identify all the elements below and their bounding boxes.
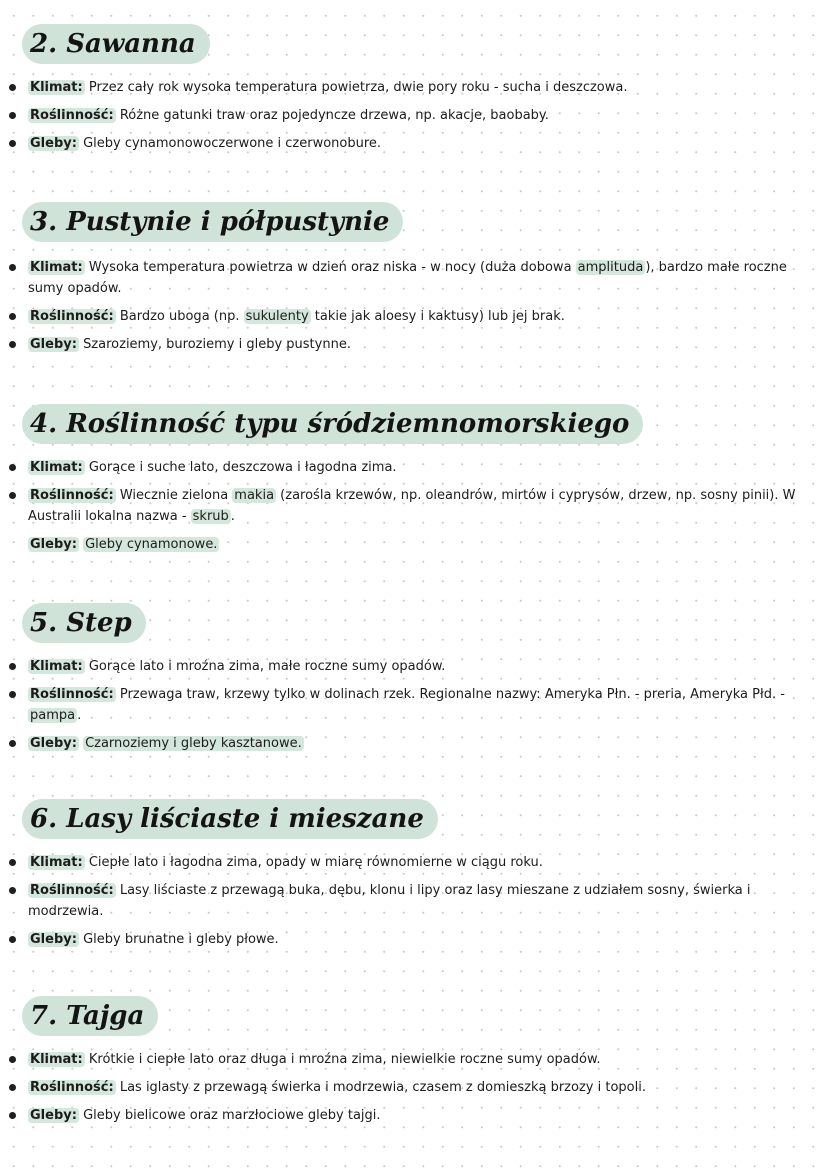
bullet-list (0, 257, 828, 362)
item-text: Gleby brunatne i gleby płowe. (83, 932, 279, 947)
item-text: . (77, 708, 82, 723)
section-title: 6. Lasy liściaste i mieszane (22, 799, 438, 839)
bullet-icon (9, 740, 16, 747)
bullet-icon (9, 341, 16, 348)
item-text: . (230, 509, 235, 524)
list-item (0, 334, 828, 355)
section-title: 3. Pustynie i półpustynie (22, 202, 403, 242)
bullet-icon (9, 936, 16, 943)
item-text: takie jak aloesy i kaktusy) lub jej brak. (310, 309, 565, 324)
item-text: Krótkie i ciepłe lato oraz długa i mroźna zima, niewielkie roczne sumy opadów. (88, 1052, 601, 1067)
item-text: Gorące i suche lato, deszczowa i łagodna zima. (88, 460, 397, 475)
highlighted-term: makia (234, 488, 275, 503)
section-title: 5. Step (22, 603, 146, 643)
item-text: Przewaga traw, krzewy tylko w dolinach rzek. Regionalne nazwy: Ameryka Płn. - preria, Ameryka Płd. - (119, 687, 785, 702)
bullet-icon (9, 140, 16, 147)
highlighted-term: amplituda (577, 260, 644, 275)
item-label: Gleby: (30, 1108, 77, 1123)
item-text: Wiecznie zielona (119, 488, 233, 503)
item-label: Klimat: (30, 260, 83, 275)
item-label: Roślinność: (30, 1080, 114, 1095)
highlighted-term: skrub (192, 509, 229, 524)
list-item (0, 306, 828, 327)
list-item (0, 105, 828, 126)
list-item (0, 133, 828, 154)
list-item (0, 534, 828, 555)
list-item (0, 1077, 828, 1098)
item-label: Roślinność: (30, 108, 114, 123)
list-item (0, 684, 828, 726)
item-text: (zarośla krzewów, np. oleandrów, mirtów i cyprysów, drzew, np. sosny pinii). W Australii lokalna nazwa - (28, 488, 796, 524)
item-label: Gleby: (30, 337, 77, 352)
bullet-icon (9, 492, 16, 499)
list-item (0, 852, 828, 873)
list-item (0, 880, 828, 922)
item-text: Szaroziemy, buroziemy i gleby pustynne. (83, 337, 351, 352)
section-title: 2. Sawanna (22, 24, 210, 64)
item-label: Roślinność: (30, 883, 114, 898)
bullet-icon (9, 313, 16, 320)
bullet-list (0, 77, 828, 161)
highlighted-term: pampa (30, 708, 76, 723)
list-item (0, 457, 828, 478)
section-title: 4. Roślinność typu śródziemnomorskiego (22, 404, 643, 444)
bullet-icon (9, 1112, 16, 1119)
bullet-list (0, 656, 828, 761)
highlighted-term: sukulenty (245, 309, 309, 324)
bullet-icon (9, 112, 16, 119)
item-text: Bardzo uboga (np. (119, 309, 244, 324)
bullet-icon (9, 1084, 16, 1091)
bullet-list (0, 852, 828, 957)
item-label: Gleby: (30, 537, 77, 552)
list-item (0, 1049, 828, 1070)
item-label: Roślinność: (30, 309, 114, 324)
list-item (0, 77, 828, 98)
item-label: Klimat: (30, 460, 83, 475)
item-label: Gleby: (30, 932, 77, 947)
item-text: Gleby cynamonowe. (85, 537, 218, 552)
item-text: Różne gatunki traw oraz pojedyncze drzewa, np. akacje, baobaby. (119, 108, 549, 123)
bullet-icon (9, 1056, 16, 1063)
bullet-icon (9, 464, 16, 471)
item-text: Ciepłe lato i łagodna zima, opady w miarę równomierne w ciągu roku. (88, 855, 543, 870)
bullet-list (0, 1049, 828, 1133)
bullet-list (0, 457, 828, 562)
bullet-icon (9, 887, 16, 894)
item-text: Czarnoziemy i gleby kasztanowe. (85, 736, 302, 751)
item-text: Gleby cynamonowoczerwone i czerwonobure. (83, 136, 382, 151)
item-label: Roślinność: (30, 488, 114, 503)
bullet-icon (9, 663, 16, 670)
item-text: Lasy liściaste z przewagą buka, dębu, klonu i lipy oraz lasy mieszane z udziałem sosny, świerka i modrzewia. (28, 883, 751, 919)
list-item (0, 656, 828, 677)
item-text: Gorące lato i mroźna zima, małe roczne sumy opadów. (88, 659, 446, 674)
item-label: Klimat: (30, 855, 83, 870)
section-title: 7. Tajga (22, 996, 158, 1036)
bullet-icon (9, 84, 16, 91)
item-text: Przez cały rok wysoka temperatura powietrza, dwie pory roku - sucha i deszczowa. (88, 80, 628, 95)
item-label: Roślinność: (30, 687, 114, 702)
list-item (0, 733, 828, 754)
list-item (0, 257, 828, 299)
item-label: Klimat: (30, 1052, 83, 1067)
list-item (0, 485, 828, 527)
bullet-icon (9, 859, 16, 866)
item-label: Gleby: (30, 736, 77, 751)
bullet-icon (9, 691, 16, 698)
item-label: Gleby: (30, 136, 77, 151)
item-text: Las iglasty z przewagą świerka i modrzewia, czasem z domieszką brzozy i topoli. (119, 1080, 646, 1095)
item-label: Klimat: (30, 659, 83, 674)
item-text: Wysoka temperatura powietrza w dzień oraz niska - w nocy (duża dobowa (88, 260, 576, 275)
list-item (0, 929, 828, 950)
item-label: Klimat: (30, 80, 83, 95)
list-item (0, 1105, 828, 1126)
bullet-icon (9, 264, 16, 271)
item-text: Gleby bielicowe oraz marzłociowe gleby tajgi. (83, 1108, 381, 1123)
item-text: ), bardzo małe roczne sumy opadów. (28, 260, 787, 296)
